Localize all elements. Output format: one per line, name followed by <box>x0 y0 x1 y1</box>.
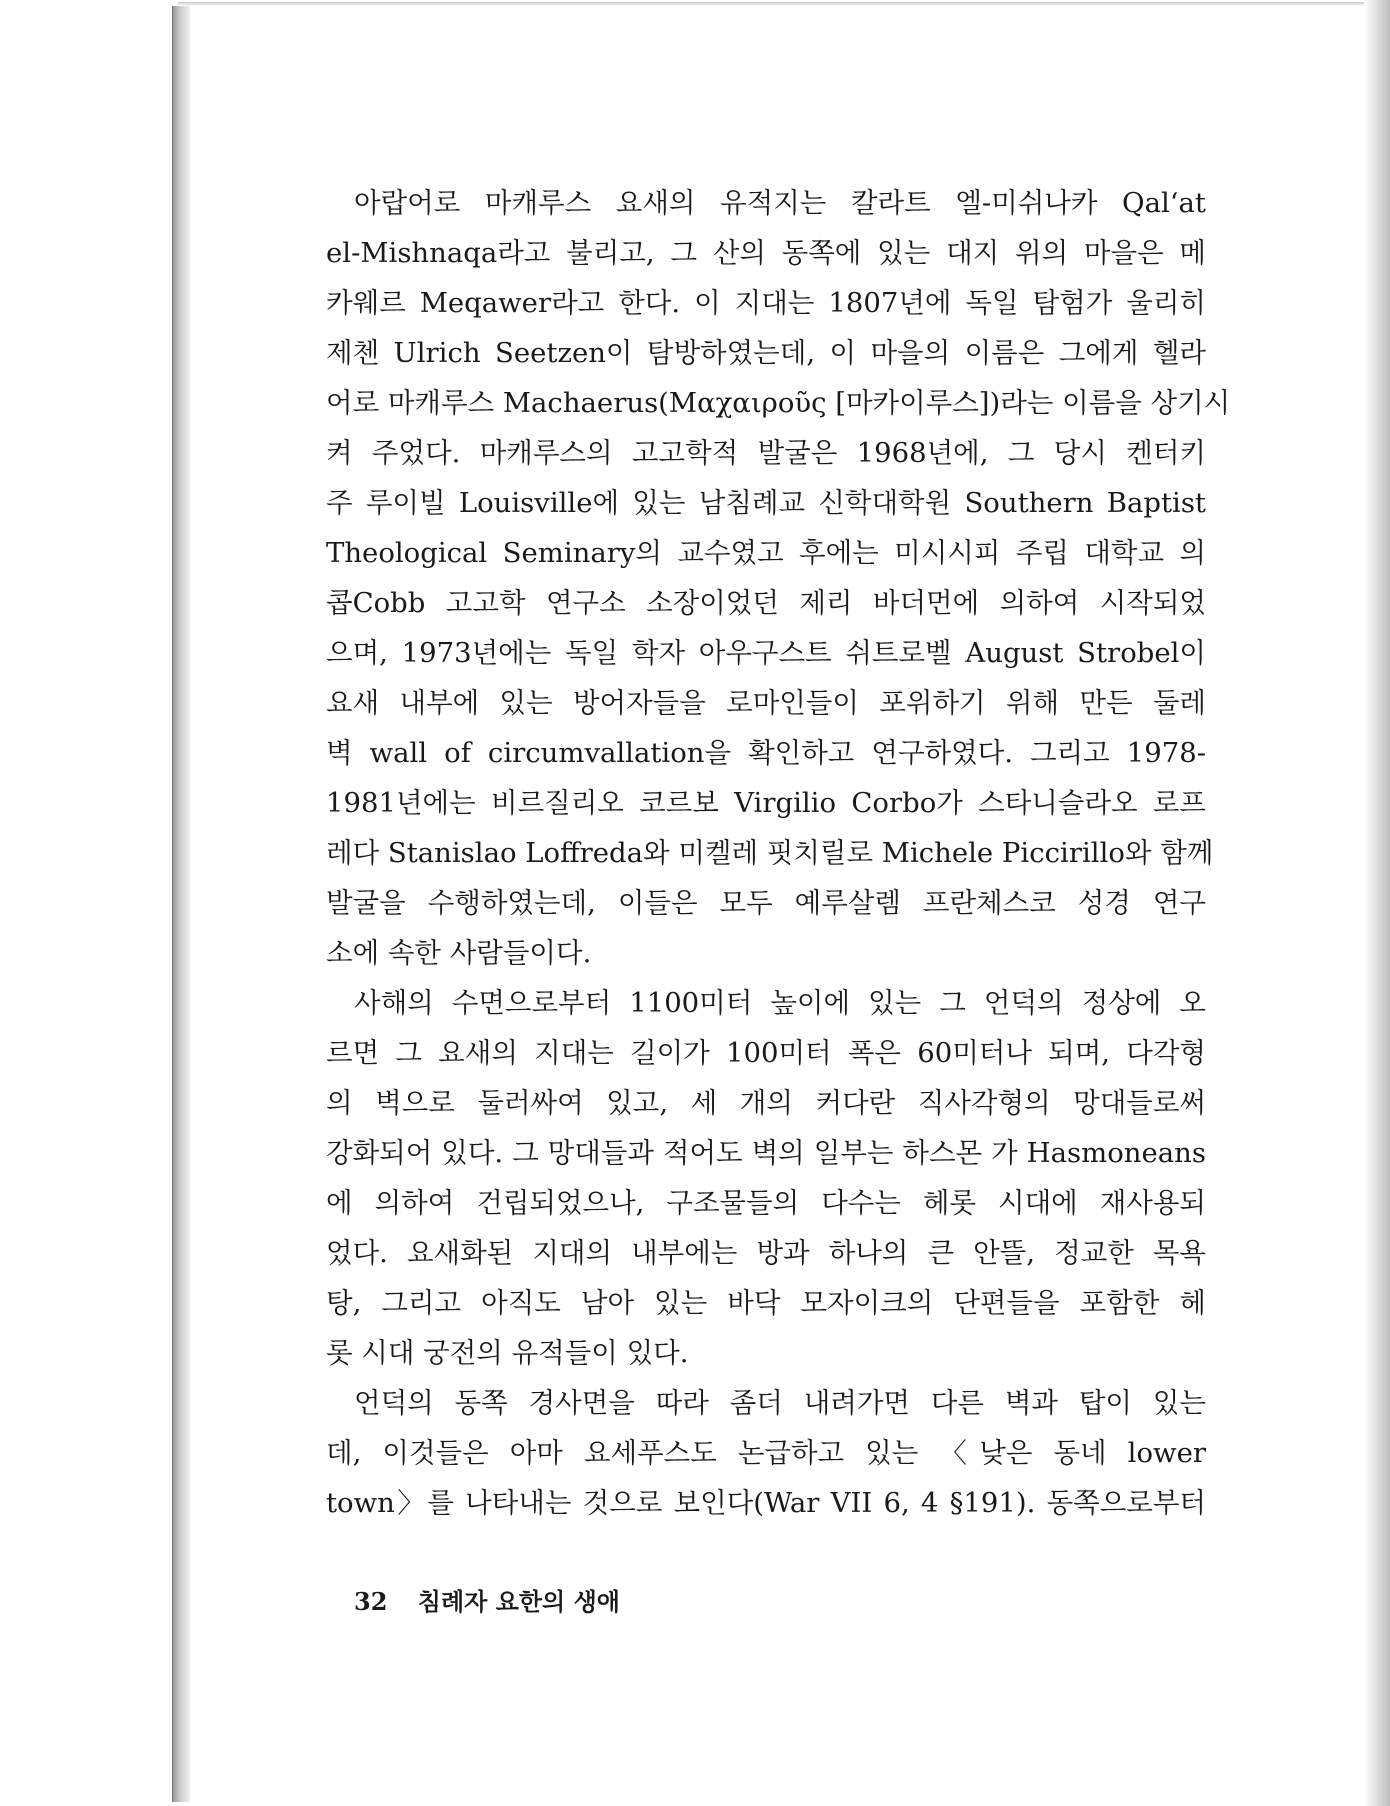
text-line: 1981년에는 비르질리오 코르보 Virgilio Corbo가 스타니슬라오 로프 <box>326 787 1206 819</box>
text-line: el-Mishnaqa라고 불리고, 그 산의 동쪽에 있는 대지 위의 마을은 메 <box>326 237 1206 269</box>
text-line: 주 루이빌 Louisville에 있는 남침례교 신학대학원 Southern Baptist <box>326 487 1206 519</box>
text-line: town〉를 나타내는 것으로 보인다(War VII 6, 4 §191). 동쪽으로부터 <box>326 1487 1206 1519</box>
text-line: 데, 이것들은 아마 요세푸스도 논급하고 있는 〈낮은 동네 lower <box>326 1437 1206 1469</box>
text-line: 레다 Stanislao Loffreda와 미켈레 핏치릴로 Michele Piccirillo와 함께 <box>326 837 1214 869</box>
text-line: 벽 wall of circumvallation을 확인하고 연구하였다. 그리고 1978- <box>326 737 1206 769</box>
text-line: Theological Seminary의 교수였고 후에는 미시시피 주립 대학교 의 <box>326 537 1206 569</box>
paragraph <box>326 178 1231 978</box>
text-line: 아랍어로 마캐루스 요새의 유적지는 칼라트 엘-미쉬나카 Qal‘at <box>354 187 1206 219</box>
text-line: 언덕의 동쪽 경사면을 따라 좀더 내려가면 다른 벽과 탑이 있는 <box>354 1387 1206 1419</box>
text-line: 롯 시대 궁전의 유적들이 있다. <box>326 1337 689 1369</box>
text-line: 제첸 Ulrich Seetzen이 탐방하였는데, 이 마을의 이름은 그에게 헬라 <box>326 337 1206 369</box>
text-line: 소에 속한 사람들이다. <box>326 937 592 969</box>
text-line: 어로 마캐루스 Machaerus(Μαχαιροῦς [마카이루스])라는 이름을 상기시 <box>326 387 1231 419</box>
paragraph <box>326 1378 1206 1528</box>
text-line: 콥Cobb 고고학 연구소 소장이었던 제리 바더먼에 의하여 시작되었 <box>326 587 1206 619</box>
book-page <box>190 6 1364 1802</box>
text-line: 르면 그 요새의 지대는 길이가 100미터 폭은 60미터나 되며, 다각형 <box>326 1037 1206 1069</box>
text-line: 에 의하여 건립되었으나, 구조물들의 다수는 헤롯 시대에 재사용되 <box>326 1187 1206 1219</box>
page-number: 32 <box>354 1587 388 1616</box>
page-footer <box>354 1582 620 1617</box>
text-line: 탕, 그리고 아직도 남아 있는 바닥 모자이크의 단편들을 포함한 헤 <box>326 1287 1206 1319</box>
text-line: 으며, 1973년에는 독일 학자 아우구스트 쉬트로벨 August Strobel이 <box>326 637 1206 669</box>
text-line: 었다. 요새화된 지대의 내부에는 방과 하나의 큰 안뜰, 정교한 목욕 <box>326 1237 1207 1269</box>
body-text <box>326 178 1231 1528</box>
text-line: 카웨르 Meqawer라고 한다. 이 지대는 1807년에 독일 탐험가 울리히 <box>326 287 1206 319</box>
text-line: 발굴을 수행하였는데, 이들은 모두 예루살렘 프란체스코 성경 연구 <box>326 887 1206 919</box>
text-line: 강화되어 있다. 그 망대들과 적어도 벽의 일부는 하스몬 가 Hasmoneans <box>326 1137 1206 1169</box>
page-right-shadow <box>1364 0 1390 1806</box>
page-stack-left-edge <box>172 6 191 1802</box>
running-title: 침례자 요한의 생애 <box>417 1587 620 1616</box>
paragraph <box>326 978 1206 1378</box>
text-line: 켜 주었다. 마캐루스의 고고학적 발굴은 1968년에, 그 당시 켄터키 <box>326 437 1206 469</box>
text-line: 요새 내부에 있는 방어자들을 로마인들이 포위하기 위해 만든 둘레 <box>326 687 1206 719</box>
text-line: 사해의 수면으로부터 1100미터 높이에 있는 그 언덕의 정상에 오 <box>354 987 1206 1019</box>
text-line: 의 벽으로 둘러싸여 있고, 세 개의 커다란 직사각형의 망대들로써 <box>326 1087 1206 1119</box>
